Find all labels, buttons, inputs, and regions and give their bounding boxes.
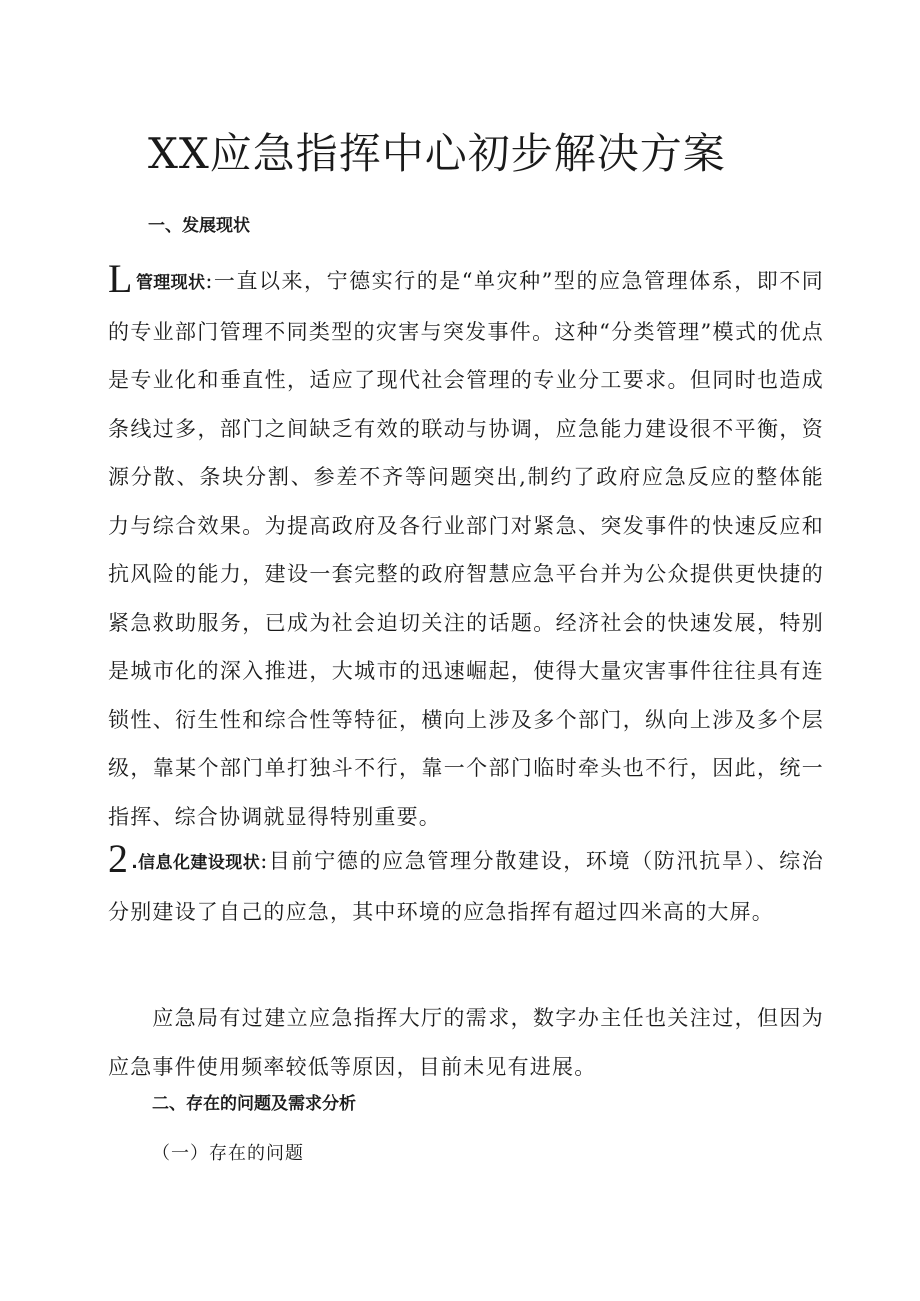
paragraph-text: 目前宁德的应急管理分散建设，环境（防汛抗旱）、综治分别建设了自己的应急，其中环境的应急指挥有超过四米高的大屏。 [108, 849, 824, 924]
item-lead-label: 管理现状 [135, 273, 206, 293]
item-lead-label: .信息化建设现状 [131, 853, 261, 873]
paragraph-emergency-bureau [108, 994, 824, 1091]
subsection-heading-existing-problems: （一）存在的问题 [152, 1143, 304, 1164]
paragraph-text: 应急局有过建立应急指挥大厅的需求，数字办主任也关注过，但因为应急事件使用频率较低等原因，目前未见有进展。 [108, 1006, 824, 1079]
item-number: L [108, 256, 134, 301]
document-title: XX应急指挥中心初步解决方案 [148, 129, 726, 178]
section-heading-problems-analysis: 二、存在的问题及需求分析 [152, 1094, 356, 1114]
paragraph-informatization-status [108, 837, 824, 936]
item-colon: : [260, 849, 269, 873]
paragraph-management-status [108, 257, 824, 841]
paragraph-text: 一直以来，宁德实行的是“单灾种”型的应急管理体系，即不同的专业部门管理不同类型的灾害与突发事件。这种“分类管理”模式的优点是专业化和垂直性，适应了现代社会管理的专业分工要求。但同时也造成条线过多，部门之间缺乏有效的联动与协调，应急能力建设很不平衡，资源分散、条块分割、参差不齐等问题突出,制约了政府应急反应的整体能力与综合效果。为提高政府及各行业部门对紧急、突发事件的快速反应和抗风险的能力，建设一套完整的政府智慧应急平台并为公众提供更快捷的紧急救助服务，已成为社会迫切关注的话题。经济社会的快速发展，特别是城市化的深入推进，大城市的迅速崛起，使得大量灾害事件往往具有连锁性、衍生性和综合性等特征，横向上涉及多个部门，纵向上涉及多个层级，靠某个部门单打独斗不行，靠一个部门临时牵头也不行，因此，统一指挥、综合协调就显得特别重要。 [108, 269, 824, 829]
section-heading-development-status: 一、发展现状 [148, 216, 250, 236]
item-colon: : [205, 269, 214, 293]
item-number: 2 [108, 836, 130, 881]
